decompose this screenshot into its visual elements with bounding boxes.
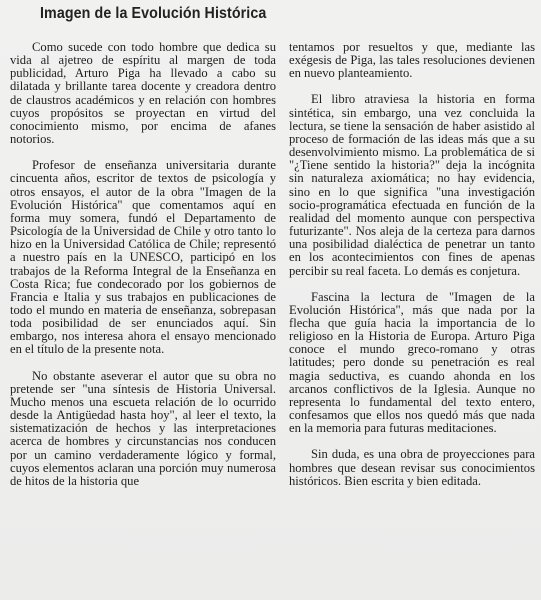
paragraph-author-bio: Profesor de enseñanza universitaria durante cincuenta años, escritor de textos de psicología y otros ensayos, el autor de la obra "Imagen de la Evolución Histórica" que comentamos aquí en forma muy somera, fundó el Departamento de Psicología de la Universidad de Chile y otro tanto lo hizo en la Universidad Católica de Chile; representó a nuestro país en la UNESCO, participó en los trabajos de la Reforma Integral de la Enseñanza en Costa Rica; fue condecorado por los gobiernos de Francia e Italia y sus trabajos en publicaciones de todo el mundo en materia de enseñanza, sobrepasan toda posibilidad de ser enunciados aquí. Sin embargo, nos interesa ahora el ensayo mencionado en el título de la presente nota.: [10, 158, 276, 357]
paragraph-intro: Como sucede con todo hombre que dedica su vida al ajetreo de espíritu al margen de toda publicidad, Arturo Piga ha llevado a cabo su dilatada y brillante tarea docente y creadora dentro de claustros académicos y en relación con hombres cuyos propósitos se proyectan en virtud del conocimiento mismo, por encima de afanes notorios.: [10, 40, 276, 147]
article-title: Imagen de la Evolución Histórica: [40, 5, 267, 22]
article-left-column: [10, 41, 276, 488]
paragraph-book-overview: El libro atraviesa la historia en forma sintética, sin embargo, una vez concluida la lectura, se tiene la sensación de haber asistido al proceso de formación de las ideas más que a su desenvolvimiento mismo. La problemática de si "¿Tiene sentido la historia?" deja la incógnita sin naturaleza axiomática; no hay evidencia, sino en lo que significa "una investigación socio-programática efectuada en función de la realidad del momento aunque con perspectiva futurizante". Nos aleja de la certeza para darnos una posibilidad dialéctica de penetrar un tanto en los acontecimientos con fines de apenas percibir su real faceta. Lo demás es conjetura.: [289, 92, 535, 278]
paragraph-conclusion: Sin duda, es una obra de proyecciones para hombres que desean revisar sus conocimientos históricos. Bien escrita y bien editada.: [289, 447, 535, 488]
paragraph-continuation: tentamos por resueltos y que, mediante las exégesis de Piga, las tales resoluciones devienen en nuevo planteamiento.: [289, 40, 535, 81]
article-right-column: [289, 41, 535, 488]
paragraph-fascination: Fascina la lectura de "Imagen de la Evolución Histórica", más que nada por la flecha que guía hacia la importancia de lo religioso en la Historia de Europa. Arturo Piga conoce el mundo greco-romano y otras latitudes; pero donde su penetración es real magia seductiva, es cuando ahonda en los arcanos conflictivos de la Iglesia. Aunque no representa lo fundamental del texto entero, confesamos que ellos nos quedó más que nada en la memoria para futuras meditaciones.: [289, 289, 535, 436]
paragraph-synthesis: No obstante aseverar el autor que su obra no pretende ser "una síntesis de Historia Universal. Mucho menos una escueta relación de lo ocurrido desde la Antigüedad hasta hoy", al leer el texto, la sistematización de hechos y las interpretaciones acerca de hombres y circunstancias nos conducen por un camino verdaderamente lógico y formal, cuyos elementos aclaran una porción muy numerosa de hitos de la historia que: [10, 368, 276, 488]
